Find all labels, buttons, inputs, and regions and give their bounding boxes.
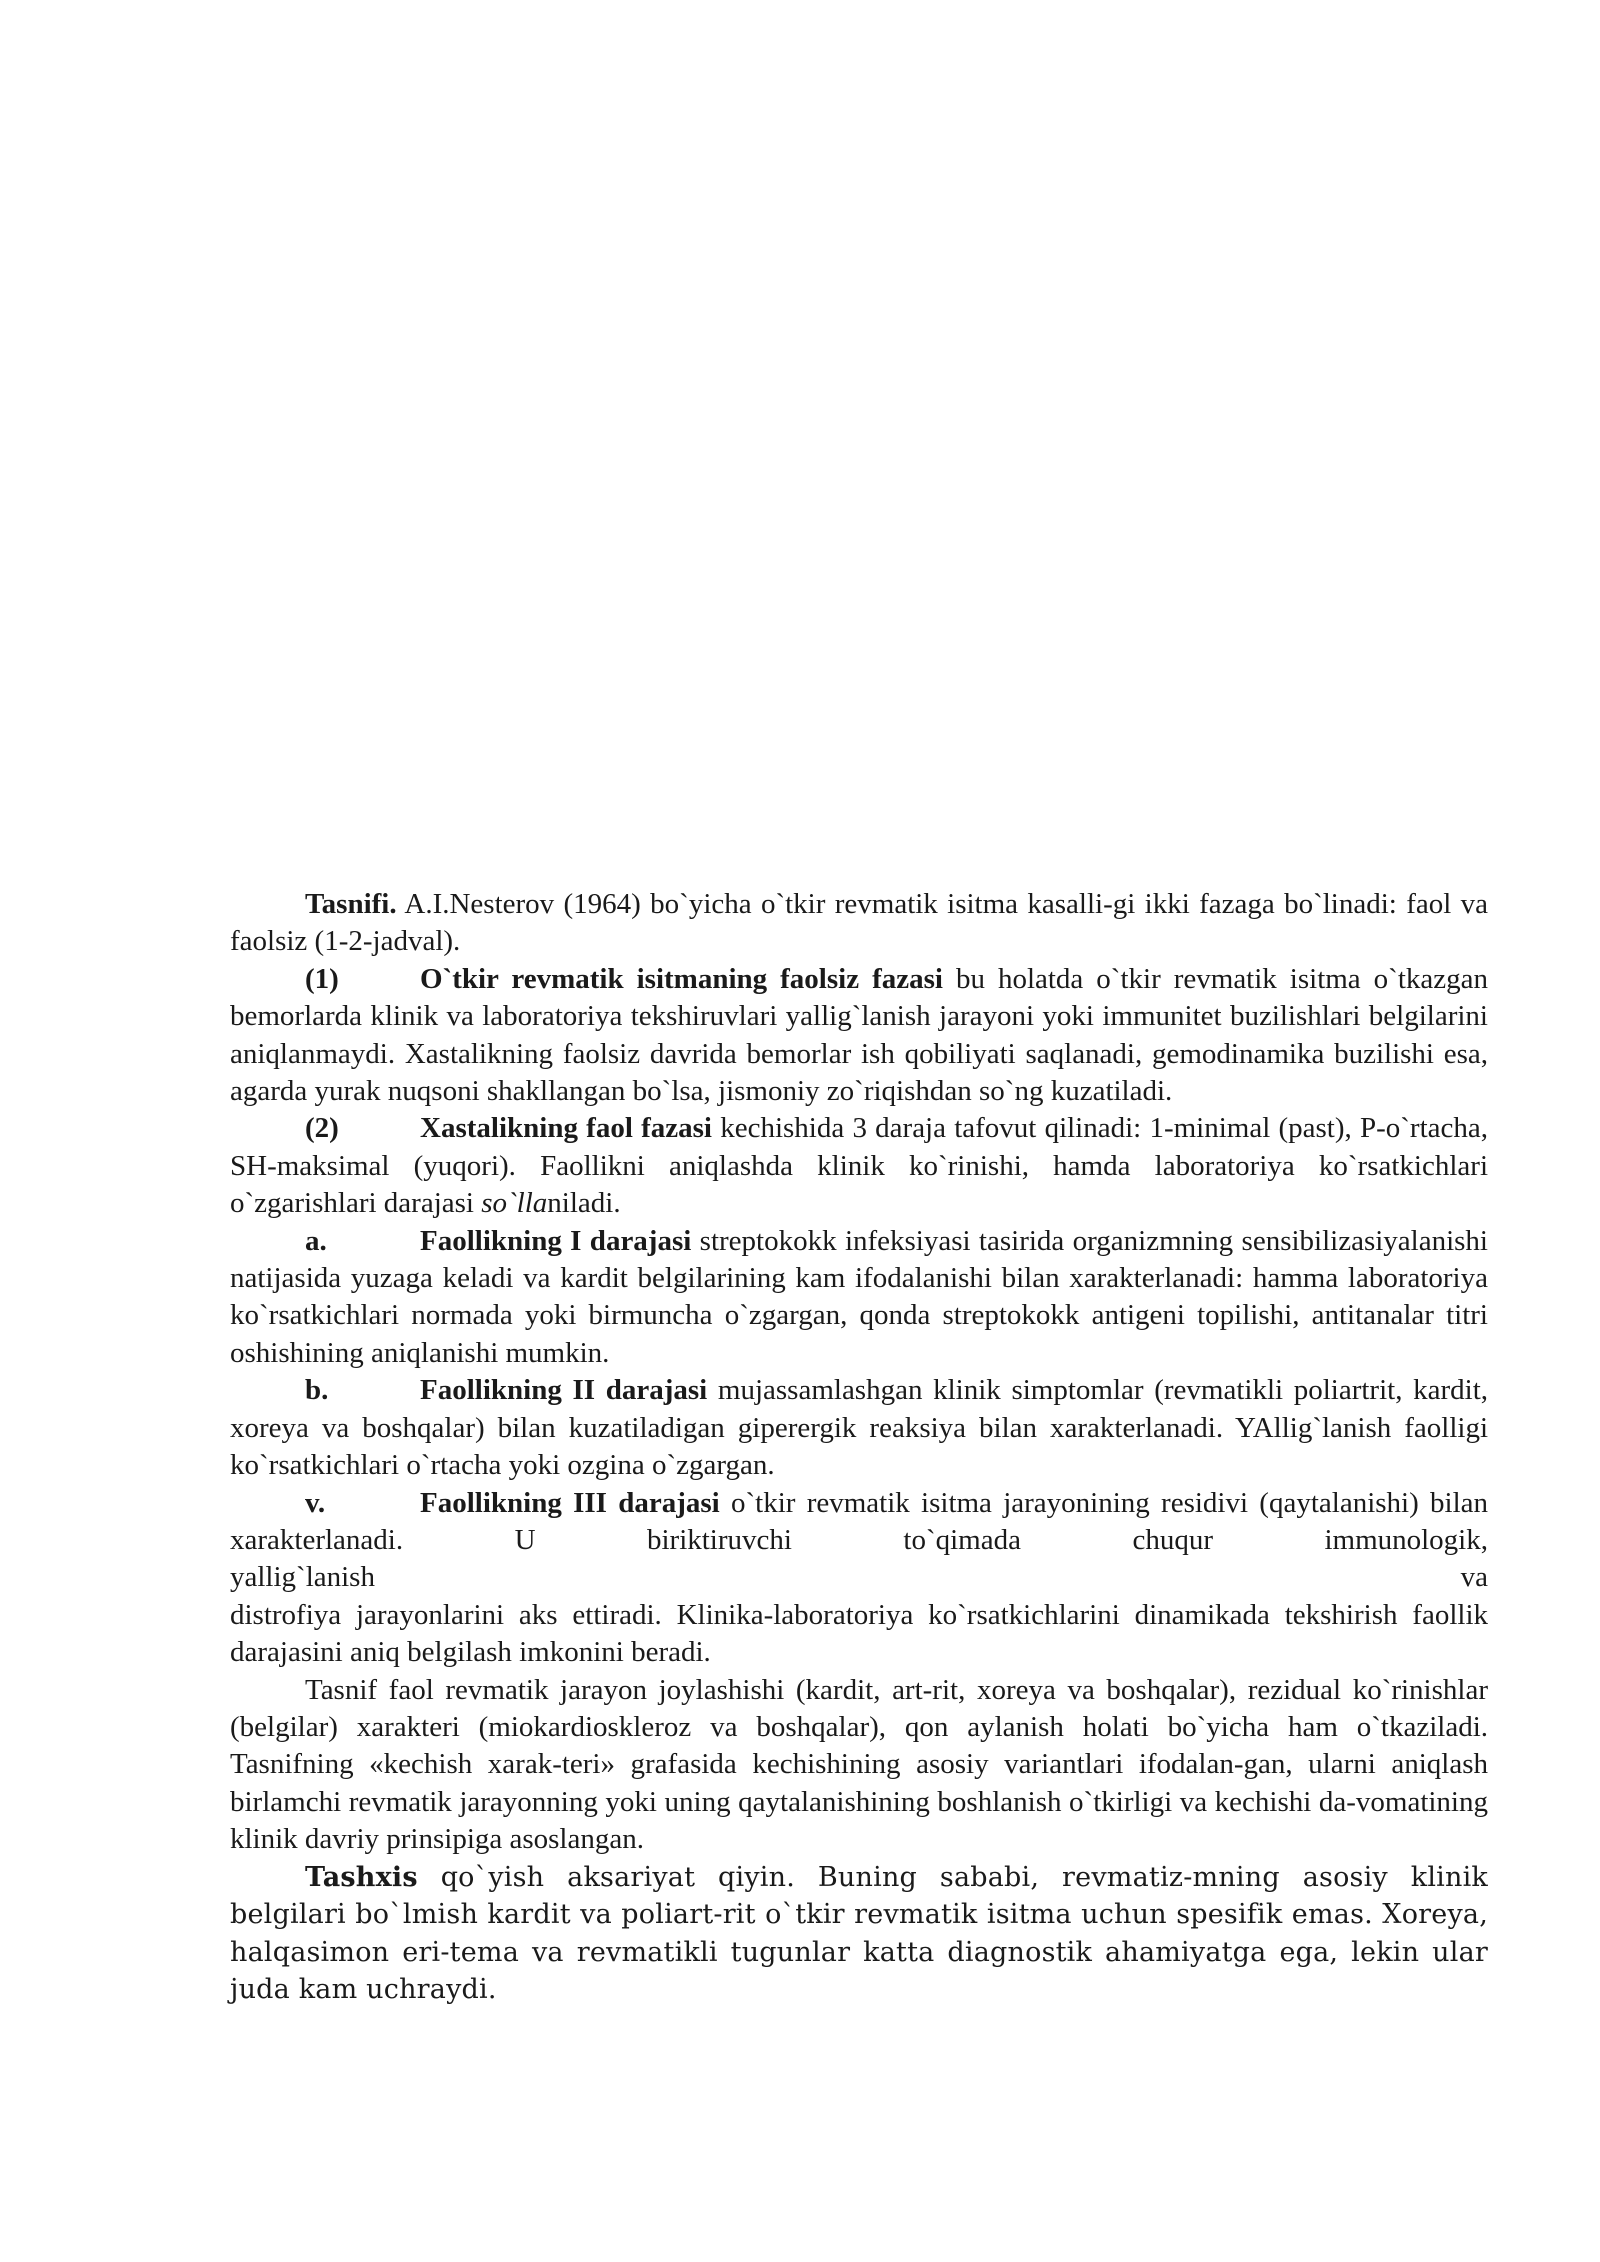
inactive-phase-text: bu holatda o`tkir revmatik isitma o`tkazgan bemorlarda klinik va laboratoriya tekshiruvlari yallig`lanish jarayoni yoki immunitet buzilishlari belgilarini aniqlanmaydi. Xastalikning faolsiz davrida bemorlar ish qobiliyati saqlanadi, gemodinamika buzilishi esa, agarda yurak nuqsoni shakllangan bo`lsa, jismoniy zo`riqishdan so`ng kuzatiladi.: [230, 962, 1489, 1108]
active-phase-tail: niladi.: [547, 1187, 621, 1220]
paragraph-activity-degree-1: [230, 1223, 1488, 1373]
activity-degree-3-heading: Faollikning III darajasi: [420, 1486, 720, 1519]
paragraph-classification-detail: [230, 1672, 1488, 1859]
diagnosis-heading: Tashxis: [305, 1861, 418, 1893]
paragraph-activity-degree-3: [230, 1485, 1488, 1672]
inactive-phase-heading: O`tkir revmatik isitmaning faolsiz fazasi: [420, 962, 943, 995]
paragraph-diagnosis: [230, 1859, 1488, 2009]
activity-degree-2-text: mujassamlashgan klinik simptomlar (revmatikli poliartrit, kardit, xoreya va boshqalar) bilan kuzatiladigan giperergik reaksiya bilan xarakterlanadi. YAllig`lanish faolligi ko`rsatkichlari o`rtacha yoki ozgina o`zgargan.: [230, 1374, 1488, 1482]
document-body: [230, 886, 1488, 2009]
item-marker-1: (1): [305, 962, 339, 995]
activity-degree-2-heading: Faollikning II darajasi: [420, 1374, 708, 1407]
active-phase-text: kechishida 3 daraja tafovut qilinadi: 1-minimal (past), P-o`rtacha, SH-maksimal (yuqori). Faollikni aniqlashda klinik ko`rinishi, hamda laboratoriya ko`rsatkichlari o`zgarishlari darajasi: [230, 1112, 1489, 1220]
activity-degree-1-text: streptokokk infeksiyasi tasirida organizmning sensibilizasiyalanishi natijasida yuzaga keladi va kardit belgilarining kam ifodalanishi bilan xarakterlanadi: hamma laboratoriya ko`rsatkichlari normada yoki birmuncha o`zgargan, qonda streptokokk antigeni topilishi, antitanalar titri oshishining aniqlanishi mumkin.: [230, 1224, 1488, 1369]
paragraph-active-phase: [230, 1110, 1488, 1222]
activity-degree-3-word-a: yallig`lanish: [230, 1561, 375, 1594]
activity-degree-1-heading: Faollikning I darajasi: [420, 1224, 692, 1257]
paragraph-activity-degree-2: [230, 1372, 1488, 1484]
item-marker-2: (2): [305, 1112, 339, 1145]
paragraph-inactive-phase: [230, 961, 1488, 1111]
classification-heading: Tasnifi.: [305, 888, 397, 920]
classification-text: A.I.Nesterov (1964) bo`yicha o`tkir revmatik isitma kasalli-gi ikki fazaga bo`linadi: faol va faolsiz (1-2-jadval).: [230, 888, 1488, 958]
paragraph-classification: [230, 886, 1488, 961]
activity-degree-3-text: o`tkir revmatik isitma jarayonining residivi (qaytalanishi) bilan xarakterlanadi. U biriktiruvchi to`qimada chuqur immunologik,: [230, 1486, 1489, 1556]
activity-degree-3-word-b: va: [1460, 1561, 1488, 1594]
activity-degree-3-closing: distrofiya jarayonlarini aks ettiradi. Klinika-laboratoriya ko`rsatkichlarini dinamikada tekshirish faollik darajasini aniq belgilash imkonini beradi.: [230, 1598, 1488, 1669]
activity-degree-3-opening: [230, 1485, 1488, 1560]
activity-degree-3-split-line: [230, 1559, 1488, 1596]
active-phase-heading: Xastalikning faol fazasi: [420, 1112, 712, 1145]
item-marker-v: v.: [305, 1486, 326, 1519]
item-marker-b: b.: [305, 1374, 329, 1407]
classification-detail-text: Tasnif faol revmatik jarayon joylashishi (kardit, art-rit, xoreya va boshqalar), rezidual ko`rinishlar (belgilar) xarakteri (miokardioskleroz va boshqalar), qon aylanish holati bo`yicha ham o`tkaziladi. Tasnifning «kechish xarak-teri» grafasida kechishining asosiy variantlari ifodalan-gan, ularni aniqlash birlamchi revmatik jarayonning yoki uning qaytalanishining boshlanish o`tkirligi va kechishi da-vomatining klinik davriy prinsipiga asoslangan.: [230, 1673, 1488, 1856]
active-phase-italic: so`lla: [481, 1187, 548, 1220]
diagnosis-text: qo`yish aksariyat qiyin. Buning sababi, revmatiz-mning asosiy klinik belgilari bo`lmish kardit va poliart-rit o`tkir revmatik isitma uchun spesifik emas. Xoreya, halqasimon eri-tema va revmatikli tugunlar katta diagnostik ahamiyatga ega, lekin ular juda kam uchraydi.: [230, 1861, 1488, 2006]
item-marker-a: a.: [305, 1224, 327, 1257]
